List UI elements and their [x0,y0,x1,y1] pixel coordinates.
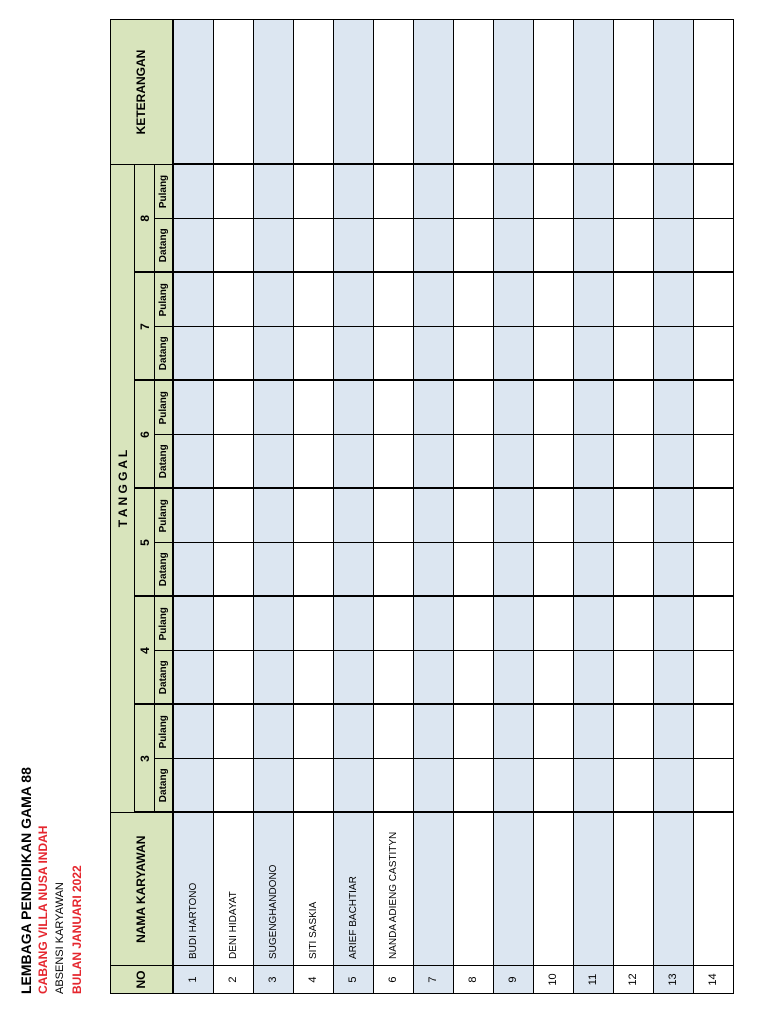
row-number: 5 [333,966,373,994]
col-name-header: NAMA KARYAWAN [111,813,173,966]
pulang-header: Pulang [155,165,173,219]
datang-cell [373,219,413,273]
row-number: 2 [213,966,253,994]
datang-cell [173,651,214,705]
datang-cell [533,219,573,273]
datang-cell [573,543,613,597]
datang-cell [293,219,333,273]
pulang-cell [213,381,253,435]
datang-cell [373,651,413,705]
table-row [533,20,573,994]
document-header [18,767,86,994]
pulang-cell [533,489,573,543]
keterangan-cell [493,20,533,165]
branch-title: CABANG VILLA NUSA INDAH [36,825,50,994]
datang-cell [493,759,533,813]
datang-cell [253,543,293,597]
pulang-cell [373,705,413,759]
pulang-cell [573,705,613,759]
pulang-cell [573,273,613,327]
employee-name: DENI HIDAYAT [213,813,253,966]
datang-cell [173,219,214,273]
pulang-cell [213,705,253,759]
datang-cell [333,435,373,489]
datang-cell [493,651,533,705]
day-header: 3 [135,705,155,813]
pulang-cell [693,273,733,327]
pulang-cell [453,705,493,759]
pulang-cell [173,381,214,435]
table-row [333,20,373,994]
pulang-cell [293,273,333,327]
keterangan-cell [413,20,453,165]
col-no-header: NO [111,966,173,994]
datang-cell [653,759,693,813]
pulang-cell [373,597,413,651]
subject-title: ABSENSI KARYAWAN [54,882,66,994]
col-notes-header: KETERANGAN [111,20,173,165]
pulang-cell [253,273,293,327]
datang-cell [293,435,333,489]
datang-cell [493,435,533,489]
datang-cell [613,327,653,381]
day-header: 4 [135,597,155,705]
keterangan-cell [213,20,253,165]
datang-cell [213,759,253,813]
pulang-cell [613,165,653,219]
employee-name [533,813,573,966]
datang-cell [373,759,413,813]
pulang-cell [693,165,733,219]
datang-cell [533,435,573,489]
pulang-cell [253,489,293,543]
pulang-cell [333,381,373,435]
pulang-cell [573,381,613,435]
datang-cell [533,651,573,705]
keterangan-cell [573,20,613,165]
keterangan-cell [373,20,413,165]
datang-cell [533,759,573,813]
row-number: 13 [653,966,693,994]
datang-cell [253,435,293,489]
datang-cell [573,219,613,273]
datang-cell [413,543,453,597]
datang-cell [413,327,453,381]
pulang-cell [213,489,253,543]
pulang-cell [413,381,453,435]
employee-name: NANDA ADIENG CASTITYN [373,813,413,966]
row-number: 1 [173,966,214,994]
pulang-cell [613,705,653,759]
datang-cell [333,543,373,597]
datang-cell [533,543,573,597]
pulang-cell [693,705,733,759]
datang-cell [453,759,493,813]
pulang-cell [333,705,373,759]
datang-cell [213,435,253,489]
datang-cell [653,219,693,273]
datang-cell [173,543,214,597]
pulang-cell [213,273,253,327]
datang-cell [533,327,573,381]
keterangan-cell [453,20,493,165]
datang-cell [293,651,333,705]
table-row [213,20,253,994]
table-row [413,20,453,994]
pulang-header: Pulang [155,381,173,435]
datang-cell [613,651,653,705]
pulang-cell [493,273,533,327]
day-header: 8 [135,165,155,273]
institution-title: LEMBAGA PENDIDIKAN GAMA 88 [18,767,34,994]
table-row [373,20,413,994]
employee-name [613,813,653,966]
row-number: 11 [573,966,613,994]
pulang-cell [333,489,373,543]
pulang-cell [493,597,533,651]
datang-cell [413,651,453,705]
keterangan-cell [293,20,333,165]
pulang-cell [573,597,613,651]
pulang-cell [173,165,214,219]
pulang-cell [453,273,493,327]
datang-cell [293,759,333,813]
datang-cell [333,651,373,705]
pulang-cell [533,165,573,219]
datang-cell [333,219,373,273]
datang-cell [613,543,653,597]
employee-name: SUGENGHANDONO [253,813,293,966]
datang-cell [413,759,453,813]
pulang-header: Pulang [155,489,173,543]
datang-cell [613,435,653,489]
datang-cell [573,651,613,705]
datang-cell [653,651,693,705]
row-number: 10 [533,966,573,994]
pulang-cell [253,381,293,435]
datang-cell [173,759,214,813]
datang-cell [373,435,413,489]
datang-cell [453,219,493,273]
datang-cell [573,759,613,813]
employee-name: ARIEF BACHTIAR [333,813,373,966]
employee-name [693,813,733,966]
keterangan-cell [533,20,573,165]
pulang-cell [293,705,333,759]
row-number: 9 [493,966,533,994]
pulang-cell [293,165,333,219]
pulang-cell [253,165,293,219]
employee-name [573,813,613,966]
pulang-cell [333,165,373,219]
keterangan-cell [613,20,653,165]
pulang-cell [613,489,653,543]
datang-cell [253,327,293,381]
datang-cell [373,327,413,381]
pulang-cell [693,381,733,435]
datang-cell [293,327,333,381]
datang-cell [573,327,613,381]
datang-cell [653,327,693,381]
table-row [453,20,493,994]
datang-cell [333,759,373,813]
datang-header: Datang [155,543,173,597]
pulang-cell [333,597,373,651]
datang-cell [653,543,693,597]
datang-cell [453,435,493,489]
pulang-cell [213,597,253,651]
pulang-header: Pulang [155,705,173,759]
datang-cell [253,759,293,813]
datang-cell [293,543,333,597]
employee-name [413,813,453,966]
col-date-group-header: T A N G G A L [111,165,135,813]
pulang-cell [573,165,613,219]
pulang-cell [373,273,413,327]
pulang-cell [653,597,693,651]
datang-cell [173,435,214,489]
datang-cell [653,435,693,489]
pulang-cell [333,273,373,327]
keterangan-cell [333,20,373,165]
employee-name [453,813,493,966]
employee-name [493,813,533,966]
pulang-cell [213,165,253,219]
datang-header: Datang [155,651,173,705]
pulang-cell [533,597,573,651]
pulang-cell [373,165,413,219]
pulang-cell [373,381,413,435]
keterangan-cell [173,20,214,165]
attendance-table [110,19,734,994]
datang-header: Datang [155,759,173,813]
datang-header: Datang [155,435,173,489]
pulang-cell [413,489,453,543]
pulang-cell [533,381,573,435]
row-number: 4 [293,966,333,994]
pulang-cell [453,489,493,543]
datang-cell [453,651,493,705]
keterangan-cell [653,20,693,165]
pulang-cell [653,705,693,759]
datang-cell [373,543,413,597]
row-number: 8 [453,966,493,994]
pulang-cell [493,705,533,759]
pulang-cell [453,381,493,435]
pulang-cell [293,489,333,543]
datang-cell [613,219,653,273]
datang-cell [573,435,613,489]
datang-header: Datang [155,327,173,381]
period-title: BULAN JANUARI 2022 [70,865,84,994]
datang-cell [453,327,493,381]
pulang-cell [533,705,573,759]
pulang-cell [173,597,214,651]
datang-cell [493,543,533,597]
table-row [693,20,733,994]
table-row [573,20,613,994]
datang-cell [213,651,253,705]
pulang-header: Pulang [155,273,173,327]
datang-cell [213,219,253,273]
datang-cell [693,759,733,813]
pulang-cell [493,381,533,435]
pulang-cell [173,705,214,759]
pulang-cell [653,381,693,435]
pulang-cell [533,273,573,327]
datang-cell [213,327,253,381]
table-row [173,20,214,994]
table-row [653,20,693,994]
employee-name [653,813,693,966]
keterangan-cell [253,20,293,165]
pulang-cell [613,273,653,327]
pulang-cell [253,705,293,759]
pulang-cell [613,597,653,651]
pulang-header: Pulang [155,597,173,651]
pulang-cell [293,381,333,435]
pulang-cell [653,165,693,219]
table-row [493,20,533,994]
day-header: 6 [135,381,155,489]
datang-cell [253,219,293,273]
pulang-cell [413,273,453,327]
keterangan-cell [693,20,733,165]
row-number: 3 [253,966,293,994]
pulang-cell [453,597,493,651]
datang-cell [493,327,533,381]
datang-cell [413,435,453,489]
datang-cell [693,219,733,273]
pulang-cell [653,489,693,543]
employee-name: SITI SASKIA [293,813,333,966]
datang-cell [213,543,253,597]
datang-cell [693,543,733,597]
pulang-cell [493,165,533,219]
datang-cell [493,219,533,273]
pulang-cell [253,597,293,651]
pulang-cell [693,597,733,651]
pulang-cell [173,489,214,543]
datang-cell [693,435,733,489]
pulang-cell [413,705,453,759]
row-number: 12 [613,966,653,994]
datang-cell [253,651,293,705]
datang-cell [453,543,493,597]
employee-name: BUDI HARTONO [173,813,214,966]
day-header: 5 [135,489,155,597]
datang-header: Datang [155,219,173,273]
table-row [253,20,293,994]
datang-cell [693,327,733,381]
datang-cell [413,219,453,273]
pulang-cell [573,489,613,543]
datang-cell [333,327,373,381]
pulang-cell [173,273,214,327]
pulang-cell [613,381,653,435]
datang-cell [693,651,733,705]
pulang-cell [653,273,693,327]
pulang-cell [293,597,333,651]
datang-cell [613,759,653,813]
pulang-cell [453,165,493,219]
pulang-cell [373,489,413,543]
pulang-cell [413,597,453,651]
table-row [613,20,653,994]
table-row [293,20,333,994]
row-number: 14 [693,966,733,994]
day-header: 7 [135,273,155,381]
row-number: 6 [373,966,413,994]
pulang-cell [413,165,453,219]
datang-cell [173,327,214,381]
row-number: 7 [413,966,453,994]
pulang-cell [493,489,533,543]
pulang-cell [693,489,733,543]
